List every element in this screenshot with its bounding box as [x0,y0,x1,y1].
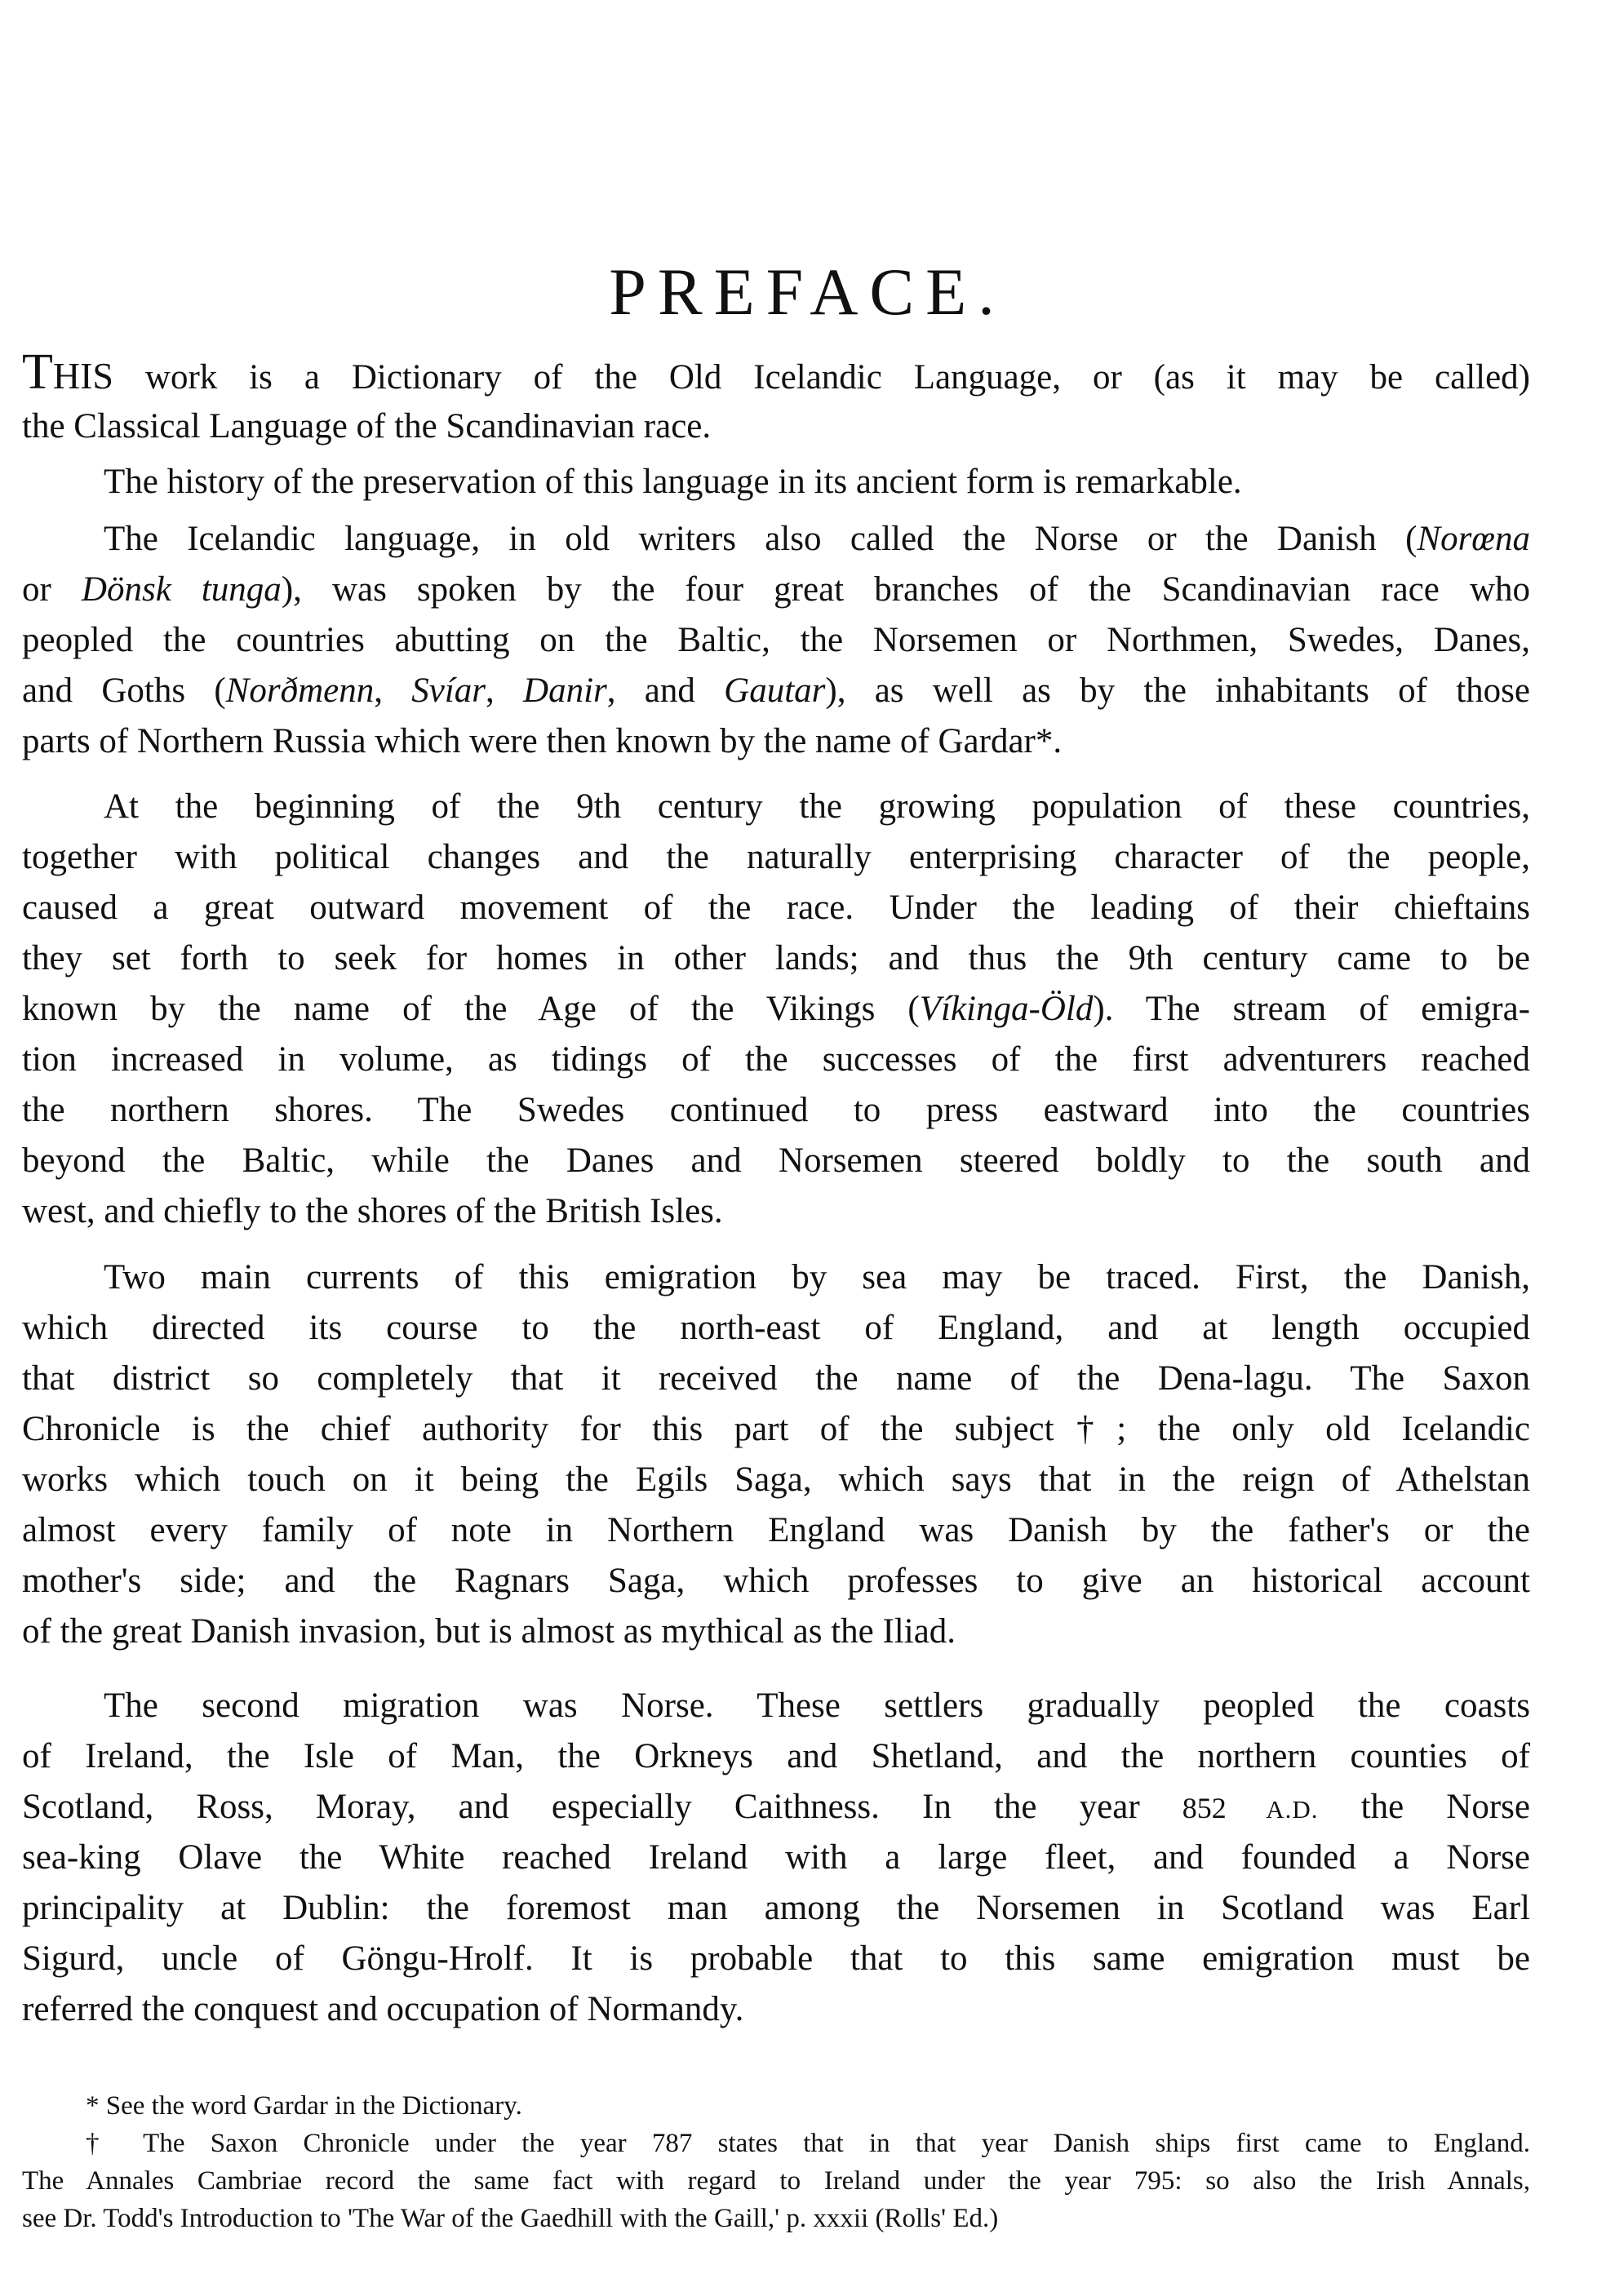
paragraph-5-line-8: of the great Danish invasion, but is almost as mythical as the Iliad. [22,1612,956,1651]
paragraph-5-line-4: Chronicle is the chief authority for this part of the subject†; the only old Icelandic [22,1410,1530,1448]
year-number: 852 [1182,1792,1227,1824]
paragraph-4-line-1: At the beginning of the 9th century the growing population of these countries, [104,787,1530,826]
text-run: : so also the Irish Annals, [1174,2166,1530,2196]
page-title: PREFACE. [609,254,1006,329]
text-run: states that in that year Danish ships first came to England. [692,2129,1530,2158]
paragraph-3-line-1 [104,514,1530,565]
paragraph-5-line-1: Two main currents of this emigration by sea may be traced. First, the Danish, [104,1258,1530,1296]
paragraph-4-line-9: west, and chiefly to the shores of the British Isles. [22,1192,723,1230]
paragraph-1-line-1 [22,347,1530,397]
text-run: , and [606,672,725,710]
text-run: Scotland, Ross, Moray, and especially Caithness. In the year [22,1788,1182,1826]
small-caps-lead: HIS [52,355,113,397]
text-run: The Icelandic language, in old writers also called the Norse or the Danish ( [104,520,1418,558]
paragraph-6-line-5: principality at Dublin: the foremost man among the Norsemen in Scotland was Earl [22,1889,1530,1927]
italic-term: Svíar [411,672,486,710]
text-run: , [486,672,524,710]
paragraph-2-line-1: The history of the preservation of this language in its ancient form is remarkable. [104,463,1242,501]
paragraph-6-line-4: sea-king Olave the White reached Ireland with a large fleet, and founded a Norse [22,1838,1530,1877]
paragraph-3-line-3: peopled the countries abutting on the Baltic, the Norsemen or Northmen, Swedes, Danes, [22,621,1530,659]
italic-term: Norðmenn [225,672,375,710]
footnote-dagger-line-1 [86,2125,1530,2162]
paragraph-1-line-2: the Classical Language of the Scandinavian race. [22,407,712,445]
paragraph-4-line-7: the northern shores. The Swedes continued to press eastward into the countries [22,1091,1530,1129]
text-run: † The Saxon Chronicle under the year [86,2129,652,2158]
paragraph-4-line-4: they set forth to seek for homes in other lands; and thus the 9th century came to be [22,939,1530,977]
paragraph-6-line-3 [22,1782,1530,1833]
footnote-dagger-line-2 [22,2162,1530,2200]
text-run: the Norse [1318,1788,1530,1826]
paragraph-5-line-5: works which touch on it being the Egils Saga, which says that in the reign of Athelstan [22,1460,1530,1499]
paragraph-5-line-6: almost every family of note in Northern England was Danish by the father's or the [22,1511,1530,1549]
paragraph-3-line-4 [22,666,1530,716]
year-number: 787 [651,2129,693,2158]
paragraph-6-line-1: The second migration was Norse. These settlers gradually peopled the coasts [104,1687,1530,1725]
paragraph-4-line-5 [22,984,1530,1035]
era-abbreviation: A.D. [1226,1795,1319,1824]
paragraph-6-line-7: referred the conquest and occupation of Normandy. [22,1990,744,2028]
paragraph-6-line-6: Sigurd, uncle of Göngu-Hrolf. It is probable that to this same emigration must be [22,1939,1530,1978]
italic-term: Víkinga-Öld [919,990,1094,1028]
italic-term: Danir [523,672,607,710]
text-run: ), was spoken by the four great branches of the Scandinavian race who [281,570,1530,609]
text-run: and Goths ( [22,672,226,710]
year-number: 795 [1134,2166,1175,2196]
text-run: The Annales Cambriae record the same fact with regard to Ireland under the year [22,2166,1134,2196]
paragraph-3-line-5: parts of Northern Russia which were then known by the name of Gardar*. [22,722,1063,760]
text-run: , [374,672,412,710]
italic-term: Norœna [1417,520,1530,558]
footnote-asterisk: * See the word Gardar in the Dictionary. [86,2091,522,2121]
paragraph-6-line-2: of Ireland, the Isle of Man, the Orkneys and Shetland, and the northern counties of [22,1737,1530,1775]
text-run: known by the name of the Age of the Vikings ( [22,990,920,1028]
paragraph-4-line-3: caused a great outward movement of the race. Under the leading of their chieftains [22,889,1530,927]
italic-term: Gautar [724,672,826,710]
paragraph-4-line-8: beyond the Baltic, while the Danes and Norsemen steered boldly to the south and [22,1141,1530,1180]
paragraph-5-line-3: that district so completely that it received the name of the Dena-lagu. The Saxon [22,1359,1530,1398]
text-run: work is a Dictionary of the Old Icelandic Language, or (as it may be called) [113,358,1530,397]
paragraph-4-line-2: together with political changes and the naturally enterprising character of the people, [22,838,1530,876]
paragraph-5-line-2: which directed its course to the north-east of England, and at length occupied [22,1309,1530,1347]
paragraph-5-line-7: mother's side; and the Ragnars Saga, which professes to give an historical account [22,1562,1530,1600]
text-run: ). The stream of emigra- [1093,990,1530,1028]
text-run: ), as well as by the inhabitants of those [825,672,1530,710]
text-run: or [22,570,82,609]
italic-term: Dönsk tunga [81,570,282,609]
drop-cap: T [22,347,53,397]
paragraph-4-line-6: tion increased in volume, as tidings of the successes of the first adventurers reached [22,1040,1530,1079]
paragraph-3-line-2 [22,565,1530,615]
footnote-dagger-line-3: see Dr. Todd's Introduction to 'The War of the Gaedhill with the Gaill,' p. xxxii (Rolls' Ed.) [22,2204,999,2233]
